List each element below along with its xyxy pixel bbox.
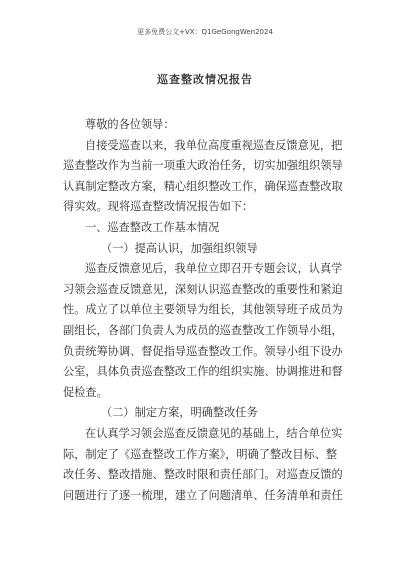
body-line: 改任务、整改措施、整改时限和责任部门。对巡查反馈的 <box>63 468 343 482</box>
body-line: 问题进行了逐一梳理，建立了问题清单、任务清单和责任 <box>63 488 343 502</box>
body-line: 得实效。现将巡查整改情况报告如下： <box>63 200 254 214</box>
body-line: 副组长，各部门负责人为成员的巡查整改工作领导小组， <box>63 323 343 337</box>
body-line: 巡查反馈意见后，我单位立即召开专题会议，认真学 <box>85 262 343 276</box>
body-line: 巡查整改作为当前一项重大政治任务，切实加强组织领导 <box>63 159 343 173</box>
body-line: 在认真学习领会巡查反馈意见的基础上，结合单位实 <box>85 426 343 440</box>
document-title: 巡查整改情况报告 <box>157 73 253 86</box>
header-note: 更多免费公文+VX：Q1GeGongWen2024 <box>137 28 273 36</box>
body-line: 公室，具体负责巡查整改工作的组织实施、协调推进和督 <box>63 365 343 379</box>
body-line: 负责统筹协调、督促指导巡查整改工作。领导小组下设办 <box>63 344 343 358</box>
body-line: 自接受巡查以来，我单位高度重视巡查反馈意见，把 <box>85 138 343 152</box>
body-line: （二）制定方案，明确整改任务 <box>101 406 258 420</box>
body-line: 性。成立了以单位主要领导为组长，其他领导班子成员为 <box>63 303 343 317</box>
body-line: 际，制定了《巡查整改工作方案》，明确了整改目标、整 <box>63 447 338 461</box>
body-line: 促检查。 <box>63 385 108 399</box>
body-line: 认真制定整改方案，精心组织整改工作，确保巡查整改取 <box>63 179 343 193</box>
document-body <box>63 115 353 506</box>
body-line: 习领会巡查反馈意见，深刻认识巡查整改的重要性和紧迫 <box>63 282 343 296</box>
body-line: （一）提高认识，加强组织领导 <box>101 241 258 255</box>
body-line: 一、巡查整改工作基本情况 <box>85 220 220 234</box>
body-line: 尊敬的各位领导： <box>85 118 175 131</box>
